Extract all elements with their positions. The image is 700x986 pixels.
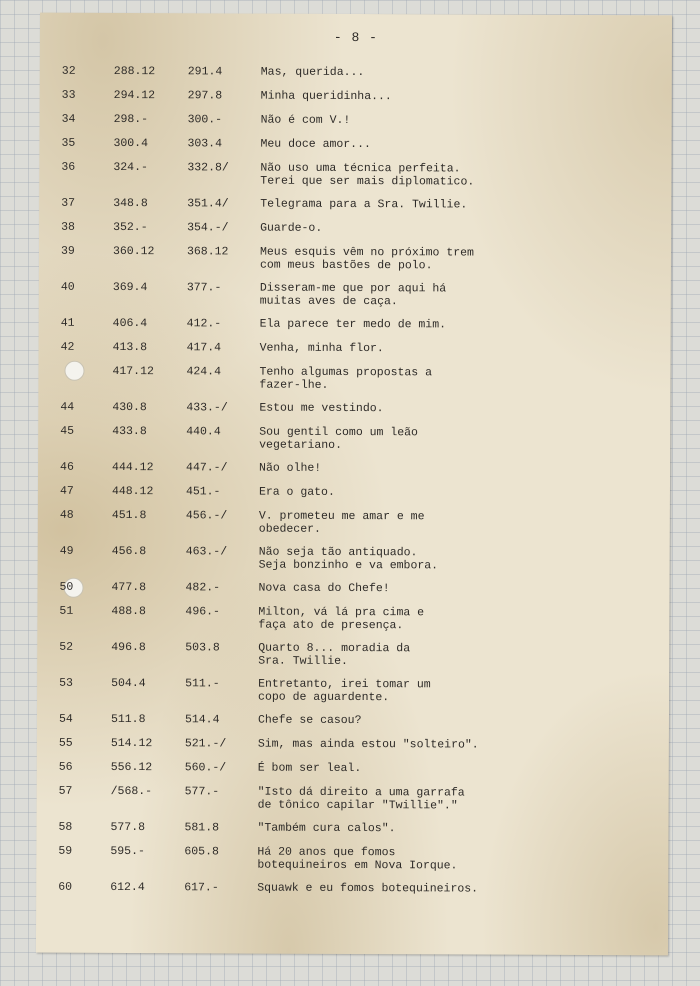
- end-time: 521.-/: [184, 737, 227, 751]
- table-row: [36, 881, 668, 908]
- row-number: 41: [60, 316, 75, 330]
- table-row: [36, 845, 668, 884]
- subtitle-text: Nova casa do Chefe!: [258, 581, 390, 596]
- end-time: 511.-: [185, 677, 220, 691]
- end-time: 291.4: [187, 65, 223, 79]
- subtitle-text: Era o gato.: [258, 485, 335, 499]
- start-time: 324.-: [113, 160, 148, 175]
- row-number: 47: [59, 484, 74, 498]
- table-row: [36, 821, 668, 848]
- end-time: 577.-: [184, 785, 220, 799]
- subtitle-text: Estou me vestindo.: [259, 401, 384, 416]
- table-row: [38, 545, 670, 584]
- punch-hole: [64, 361, 84, 381]
- table-row: [38, 425, 670, 464]
- table-row: [38, 509, 670, 548]
- row-number: 53: [59, 676, 73, 690]
- end-time: 514.4: [184, 713, 220, 727]
- subtitle-text: Telegrama para a Sra. Twillie.: [260, 197, 468, 212]
- table-row: [38, 401, 670, 428]
- start-time: 433.8: [112, 424, 147, 439]
- row-number: 33: [61, 88, 76, 102]
- start-time: 406.4: [112, 316, 148, 331]
- row-number: 46: [60, 460, 74, 474]
- subtitle-text: Meu doce amor...: [260, 137, 371, 152]
- table-row: [39, 221, 671, 248]
- subtitle-text: Guarde-o.: [260, 221, 323, 235]
- row-number: 34: [61, 112, 76, 126]
- table-row: [38, 365, 670, 404]
- row-number: 44: [60, 400, 75, 414]
- subtitle-text: Quarto 8... moradia da Sra. Twillie.: [258, 641, 411, 668]
- table-row: [37, 581, 669, 608]
- start-time: 612.4: [110, 880, 145, 895]
- end-time: 332.8/: [187, 161, 229, 175]
- end-time: 377.-: [186, 281, 222, 295]
- row-number: 57: [58, 784, 73, 798]
- start-time: 477.8: [111, 580, 147, 595]
- row-number: 59: [58, 844, 73, 858]
- start-time: 448.12: [111, 484, 154, 499]
- row-number: 55: [58, 736, 73, 750]
- table-row: [38, 485, 670, 512]
- end-time: 297.8: [187, 89, 223, 103]
- subtitle-text: Sim, mas ainda estou "solteiro".: [257, 737, 479, 752]
- table-row: [40, 113, 672, 140]
- subtitle-list: [36, 65, 672, 908]
- end-time: 300.-: [187, 113, 223, 127]
- subtitle-text: Entretanto, irei tomar um copo de aguardente.: [258, 677, 431, 705]
- table-row: [37, 761, 669, 788]
- table-row: [40, 65, 672, 92]
- start-time: 417.12: [112, 364, 154, 379]
- subtitle-text: "Também cura calos".: [257, 821, 396, 836]
- subtitle-text: "Isto dá direito a uma garrafa de tônico capilar "Twillie".": [257, 785, 465, 813]
- end-time: 351.4/: [187, 197, 229, 211]
- table-row: [38, 461, 670, 488]
- end-time: 605.8: [184, 845, 219, 859]
- subtitle-text: Há 20 anos que fomos botequineiros em Nova Iorque.: [257, 845, 458, 873]
- start-time: 451.8: [111, 508, 147, 523]
- subtitle-text: Squawk e eu fomos botequineiros.: [257, 881, 479, 896]
- row-number: 40: [60, 280, 75, 294]
- subtitle-text: Não é com V.!: [260, 113, 351, 127]
- table-row: [37, 641, 669, 680]
- subtitle-text: É bom ser leal.: [257, 761, 362, 776]
- row-number: 48: [59, 508, 74, 522]
- table-row: [39, 137, 671, 164]
- end-time: 433.-/: [186, 401, 228, 415]
- document-page: [36, 13, 672, 956]
- start-time: 288.12: [113, 64, 156, 79]
- start-time: 348.8: [113, 196, 148, 211]
- start-time: 444.12: [112, 460, 154, 475]
- table-row: [37, 785, 669, 824]
- subtitle-text: Não olhe!: [259, 461, 322, 475]
- table-row: [37, 605, 669, 644]
- end-time: 368.12: [186, 245, 229, 259]
- end-time: 417.4: [186, 341, 222, 355]
- start-time: 511.8: [110, 712, 146, 727]
- start-time: 300.4: [113, 136, 149, 151]
- row-number: 32: [61, 64, 76, 78]
- row-number: 45: [60, 424, 75, 438]
- row-number: 38: [61, 220, 75, 234]
- row-number: 37: [61, 196, 76, 210]
- row-number: 49: [59, 544, 74, 558]
- end-time: 581.8: [184, 821, 220, 835]
- subtitle-text: Milton, vá lá pra cima e faça ato de presença.: [258, 605, 425, 633]
- start-time: 595.-: [110, 844, 145, 859]
- start-time: 413.8: [112, 340, 148, 355]
- page-number: - 8 -: [333, 29, 378, 46]
- table-row: [39, 317, 671, 344]
- row-number: 56: [58, 760, 73, 774]
- end-time: 354.-/: [187, 221, 229, 235]
- start-time: 352.-: [113, 220, 148, 235]
- end-time: 451.-: [185, 485, 221, 499]
- subtitle-text: Venha, minha flor.: [259, 341, 384, 356]
- end-time: 440.4: [186, 425, 221, 439]
- end-time: 424.4: [186, 365, 222, 379]
- table-row: [39, 161, 671, 200]
- end-time: 447.-/: [186, 461, 228, 475]
- end-time: 456.-/: [185, 509, 228, 523]
- table-row: [37, 677, 669, 716]
- end-time: 617.-: [184, 881, 219, 895]
- table-row: [39, 197, 671, 224]
- table-row: [39, 341, 671, 368]
- end-time: 412.-: [186, 317, 222, 331]
- end-time: 496.-: [185, 605, 220, 619]
- row-number: 52: [59, 640, 74, 654]
- start-time: 298.-: [113, 112, 149, 127]
- end-time: 303.4: [187, 137, 223, 151]
- subtitle-text: Meus esquis vêm no próximo trem com meus bastões de polo.: [259, 245, 474, 273]
- row-number: 50: [59, 580, 74, 594]
- start-time: 514.12: [110, 736, 153, 751]
- table-row: [37, 737, 669, 764]
- row-number: 35: [61, 136, 76, 150]
- table-row: [39, 281, 671, 320]
- start-time: 430.8: [112, 400, 147, 415]
- end-time: 560.-/: [184, 761, 227, 775]
- row-number: 36: [61, 160, 76, 174]
- start-time: 369.4: [112, 280, 148, 295]
- row-number: 60: [58, 880, 73, 894]
- start-time: 294.12: [113, 88, 156, 103]
- table-row: [39, 245, 671, 284]
- start-time: 504.4: [111, 676, 146, 691]
- subtitle-text: V. prometeu me amar e me obedecer.: [258, 509, 425, 536]
- end-time: 503.8: [185, 641, 220, 655]
- subtitle-text: Sou gentil como um leão vegetariano.: [259, 425, 418, 452]
- row-number: 58: [58, 820, 73, 834]
- start-time: 556.12: [110, 760, 153, 775]
- subtitle-text: Disseram-me que por aqui há muitas aves de caça.: [259, 281, 447, 309]
- subtitle-text: Não uso uma técnica perfeita. Terei que ser mais diplomatico.: [260, 161, 475, 189]
- start-time: 577.8: [110, 820, 146, 835]
- row-number: 51: [59, 604, 74, 618]
- start-time: 496.8: [111, 640, 146, 655]
- start-time: 456.8: [111, 544, 147, 559]
- start-time: 360.12: [112, 244, 155, 259]
- start-time: 488.8: [111, 604, 146, 619]
- subtitle-text: Ela parece ter medo de mim.: [259, 317, 447, 332]
- end-time: 463.-/: [185, 545, 228, 559]
- subtitle-text: Minha queridinha...: [260, 89, 392, 104]
- row-number: 54: [58, 712, 73, 726]
- subtitle-text: Tenho algumas propostas a fazer-lhe.: [259, 365, 433, 392]
- table-row: [40, 89, 672, 116]
- row-number: 42: [60, 340, 75, 354]
- start-time: /568.-: [110, 784, 153, 799]
- table-row: [37, 713, 669, 740]
- subtitle-text: Mas, querida...: [260, 65, 365, 80]
- row-number: 39: [60, 244, 75, 258]
- subtitle-text: Chefe se casou?: [257, 713, 362, 728]
- end-time: 482.-: [185, 581, 221, 595]
- subtitle-text: Não seja tão antiquado. Seja bonzinho e va embora.: [258, 545, 439, 573]
